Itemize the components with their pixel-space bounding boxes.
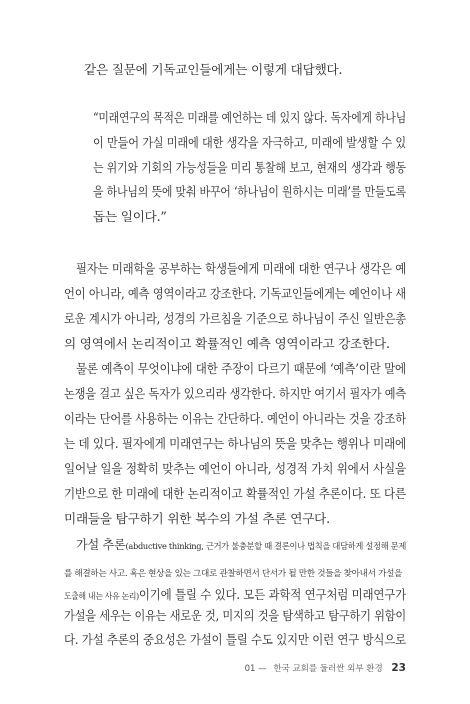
paragraph-line: 로운 계시가 아니라, 성경의 가르침을 기준으로 하나님이 주신 일반은총 — [64, 311, 406, 326]
paragraph-line: 언이 아니라, 예측 영역이라고 강조한다. 기독교인들에게는 예언이나 새 — [64, 286, 406, 301]
quote-line: 돕는 일이다.” — [93, 209, 167, 224]
running-footer — [245, 662, 406, 674]
paragraph-line: 미래들을 탐구하기 위한 복수의 가설 추론 연구다. — [64, 511, 330, 526]
paragraph-line: 기반으로 한 미래에 대한 논리적이고 확률적인 가설 추론이다. 또 다른 — [64, 486, 406, 501]
chapter-number: 01 — — [244, 664, 267, 674]
chapter-title: 한국 교회를 둘러싼 외부 환경 — [273, 664, 383, 674]
paragraph-line: 의 영역에서 논리적이고 확률적인 예측 영역이라고 강조한다. — [64, 336, 390, 351]
quote-line: 는 위기와 기회의 가능성들을 미리 통찰해 보고, 현재의 생각과 행동 — [93, 160, 406, 175]
paragraph-line: 가설을 세우는 이유는 새로운 것, 미지의 것을 탐색하고 탐구하기 위함이 — [64, 608, 406, 623]
inline-gloss: (abductive thinking, 근거가 불충분할 때 결론이나 법칙을 대담하게 설정해 문제 — [125, 542, 407, 552]
paragraph-line: 필자는 미래학을 공부하는 학생들에게 미래에 대한 연구나 생각은 예 — [76, 261, 406, 276]
paragraph-line — [64, 563, 402, 579]
paragraph-text: 이기에 틀릴 수 있다. 모든 과학적 연구처럼 미래연구가 — [138, 587, 406, 602]
quote-line: “미래연구의 목적은 미래를 예언하는 데 있지 않다. 독자에게 하나님 — [93, 110, 406, 125]
quote-line: 이 만들어 가실 미래에 대한 생각을 자극하고, 미래에 발생할 수 있 — [93, 135, 406, 150]
paragraph-line — [64, 586, 406, 602]
inline-gloss: 를 해결하는 사고. 혹은 현상을 있는 그대로 관찰하면서 단서가 될 만한 것들을 찾아내서 가설을 — [64, 569, 403, 579]
paragraph-line: 논쟁을 걸고 싶은 독자가 있으리라 생각한다. 하지만 여기서 필자가 예측 — [64, 386, 406, 401]
inline-gloss: 도출해 내는 사유 논리) — [64, 592, 139, 602]
paragraph-line: 물론 예측이 무엇이냐에 대한 주장이 다르기 때문에 ‘예측’이란 말에 — [76, 361, 406, 376]
paragraph-line: 다. 가설 추론의 중요성은 가설이 틀릴 수도 있지만 이런 연구 방식으로 — [64, 632, 406, 647]
quote-line: 을 하나님의 뜻에 맞춰 바꾸어 ‘하나님이 원하시는 미래’를 만들도록 — [93, 184, 406, 199]
paragraph-line — [76, 536, 406, 552]
term-abductive-thinking: 가설 추론 — [76, 537, 126, 552]
paragraph-line: 는 데 있다. 필자에게 미래연구는 하나님의 뜻을 맞추는 행위나 미래에 — [64, 436, 406, 451]
page-number: 23 — [391, 662, 406, 674]
paragraph-line: 일어날 일을 정확히 맞추는 예언이 아니라, 성경적 가치 위에서 사실을 — [64, 461, 406, 476]
paragraph-line: 이라는 단어를 사용하는 이유는 간단하다. 예언이 아니라는 것을 강조하 — [64, 411, 406, 426]
intro-sentence: 같은 질문에 기독교인들에게는 이렇게 대답했다. — [84, 62, 343, 77]
